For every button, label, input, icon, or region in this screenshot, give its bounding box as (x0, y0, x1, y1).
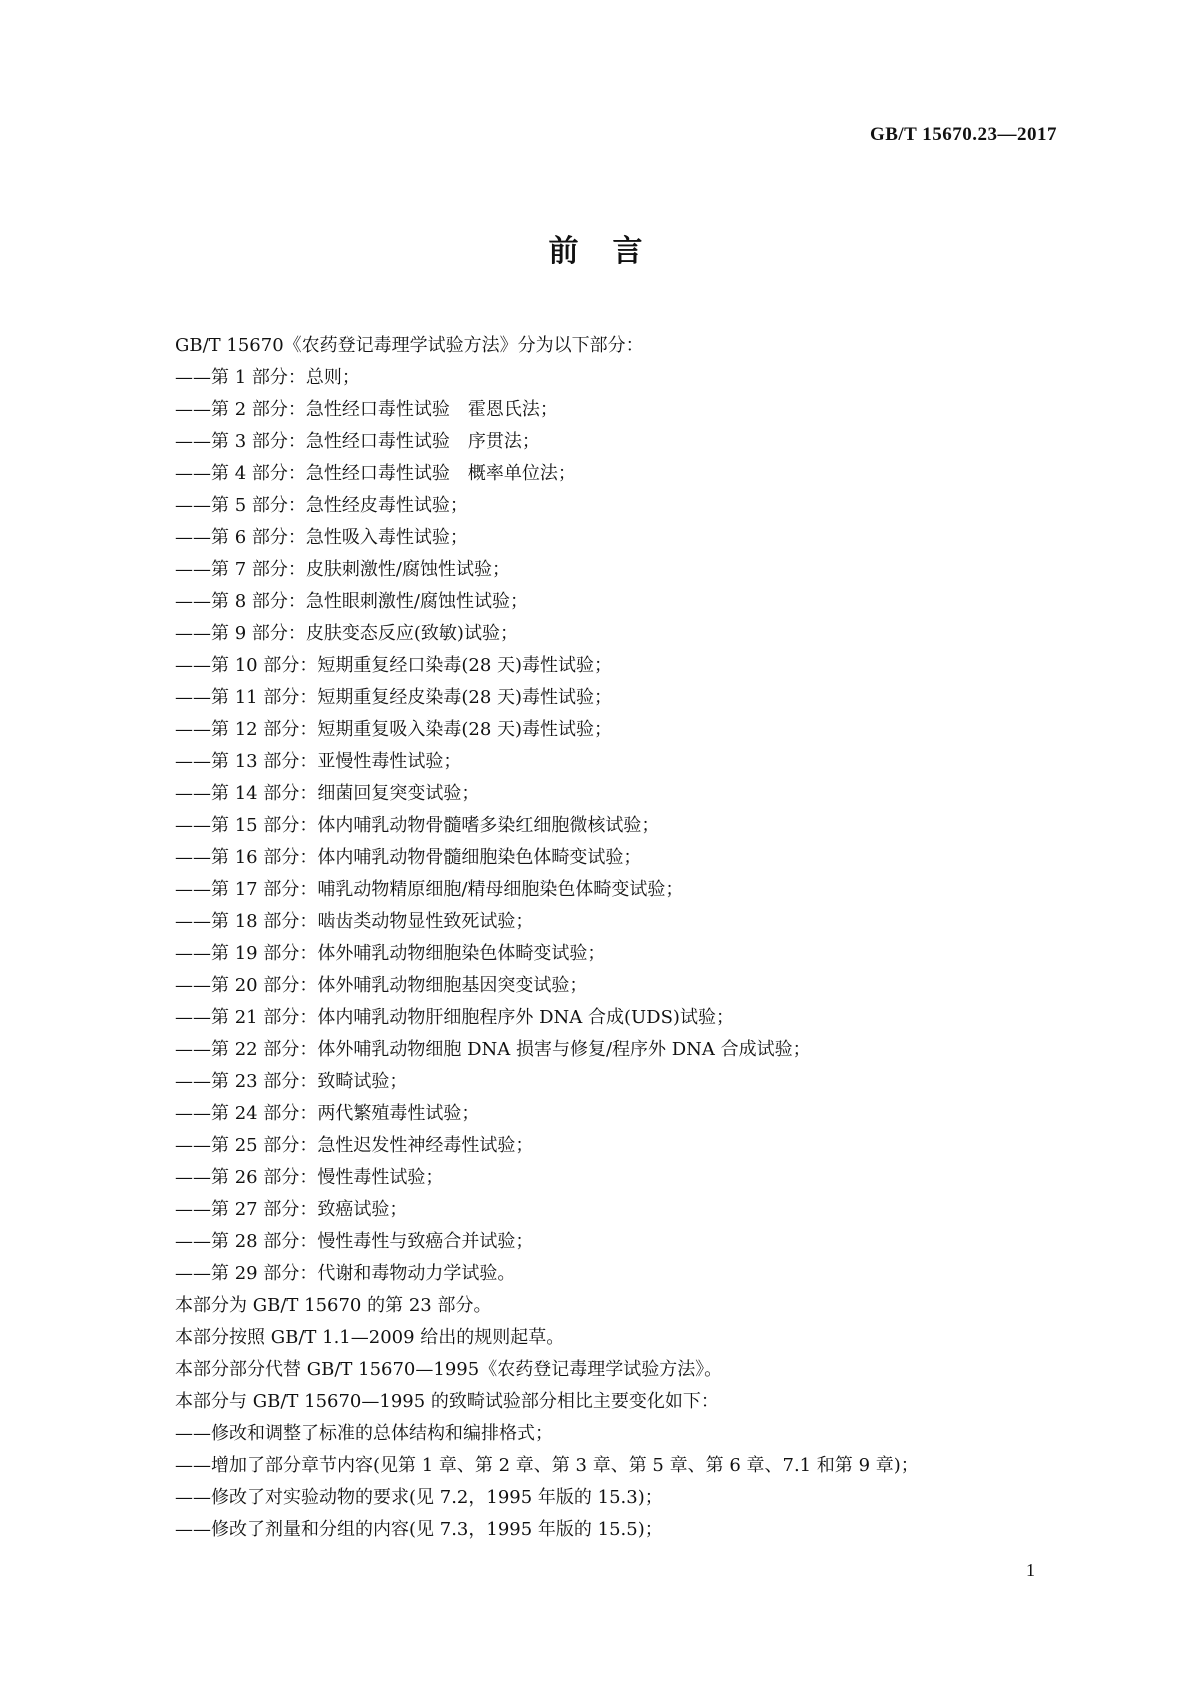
list-item: ——第 29 部分：代谢和毒物动力学试验。 (175, 1263, 516, 1284)
list-item: ——修改和调整了标准的总体结构和编排格式； (175, 1423, 553, 1444)
list-item: ——第 22 部分：体外哺乳动物细胞 DNA 损害与修复/程序外 DNA 合成试验； (175, 1039, 811, 1060)
list-item: ——第 13 部分：亚慢性毒性试验； (175, 751, 462, 772)
list-item: ——第 4 部分：急性经口毒性试验 概率单位法； (175, 463, 576, 484)
list-item: ——第 3 部分：急性经口毒性试验 序贯法； (175, 431, 540, 452)
list-item: ——第 10 部分：短期重复经口染毒(28 天)毒性试验； (175, 655, 613, 676)
document-body (175, 330, 1055, 1546)
list-item: ——第 9 部分：皮肤变态反应(致敏)试验； (175, 623, 518, 644)
list-item: ——第 24 部分：两代繁殖毒性试验； (175, 1103, 480, 1124)
list-item: ——第 16 部分：体内哺乳动物骨髓细胞染色体畸变试验； (175, 847, 642, 868)
list-item: ——第 21 部分：体内哺乳动物肝细胞程序外 DNA 合成(UDS)试验； (175, 1007, 734, 1028)
list-item: ——第 25 部分：急性迟发性神经毒性试验； (175, 1135, 534, 1156)
list-item: ——第 27 部分：致癌试验； (175, 1199, 408, 1220)
list-item: ——第 5 部分：急性经皮毒性试验； (175, 495, 468, 516)
list-item: ——增加了部分章节内容(见第 1 章、第 2 章、第 3 章、第 5 章、第 6 章、7.1 和第 9 章)； (175, 1455, 919, 1476)
list-item: ——第 11 部分：短期重复经皮染毒(28 天)毒性试验； (175, 687, 613, 708)
list-item: ——第 15 部分：体内哺乳动物骨髓嗜多染红细胞微核试验； (175, 815, 660, 836)
parts-list (175, 362, 1055, 1290)
list-item: ——修改了剂量和分组的内容(见 7.3，1995 年版的 15.5)； (175, 1519, 663, 1540)
list-item: ——第 23 部分：致畸试验； (175, 1071, 408, 1092)
page-title: 前言 (548, 234, 677, 269)
list-item: ——修改了对实验动物的要求(见 7.2，1995 年版的 15.3)； (175, 1487, 663, 1508)
list-item: ——第 2 部分：急性经口毒性试验 霍恩氏法； (175, 399, 558, 420)
intro-paragraph: GB/T 15670《农药登记毒理学试验方法》分为以下部分： (175, 335, 644, 356)
page-number: 1 (1026, 1560, 1035, 1580)
list-item: ——第 7 部分：皮肤刺激性/腐蚀性试验； (175, 559, 510, 580)
list-item: ——第 28 部分：慢性毒性与致癌合并试验； (175, 1231, 534, 1252)
list-item: ——第 26 部分：慢性毒性试验； (175, 1167, 444, 1188)
statement-paragraph: 本部分为 GB/T 15670 的第 23 部分。 (175, 1295, 492, 1316)
list-item: ——第 17 部分：哺乳动物精原细胞/精母细胞染色体畸变试验； (175, 879, 684, 900)
changes-list (175, 1418, 1055, 1546)
list-item: ——第 14 部分：细菌回复突变试验； (175, 783, 480, 804)
list-item: ——第 20 部分：体外哺乳动物细胞基因突变试验； (175, 975, 588, 996)
list-item: ——第 19 部分：体外哺乳动物细胞染色体畸变试验； (175, 943, 606, 964)
list-item: ——第 12 部分：短期重复吸入染毒(28 天)毒性试验； (175, 719, 613, 740)
list-item: ——第 8 部分：急性眼刺激性/腐蚀性试验； (175, 591, 528, 612)
statement-paragraph: 本部分与 GB/T 15670—1995 的致畸试验部分相比主要变化如下： (175, 1391, 719, 1412)
list-item: ——第 6 部分：急性吸入毒性试验； (175, 527, 468, 548)
standard-number: GB/T 15670.23—2017 (869, 124, 1057, 145)
list-item: ——第 18 部分：啮齿类动物显性致死试验； (175, 911, 534, 932)
list-item: ——第 1 部分：总则； (175, 367, 360, 388)
statement-paragraph: 本部分部分代替 GB/T 15670—1995《农药登记毒理学试验方法》。 (175, 1359, 723, 1380)
statement-paragraph: 本部分按照 GB/T 1.1—2009 给出的规则起草。 (175, 1327, 565, 1348)
